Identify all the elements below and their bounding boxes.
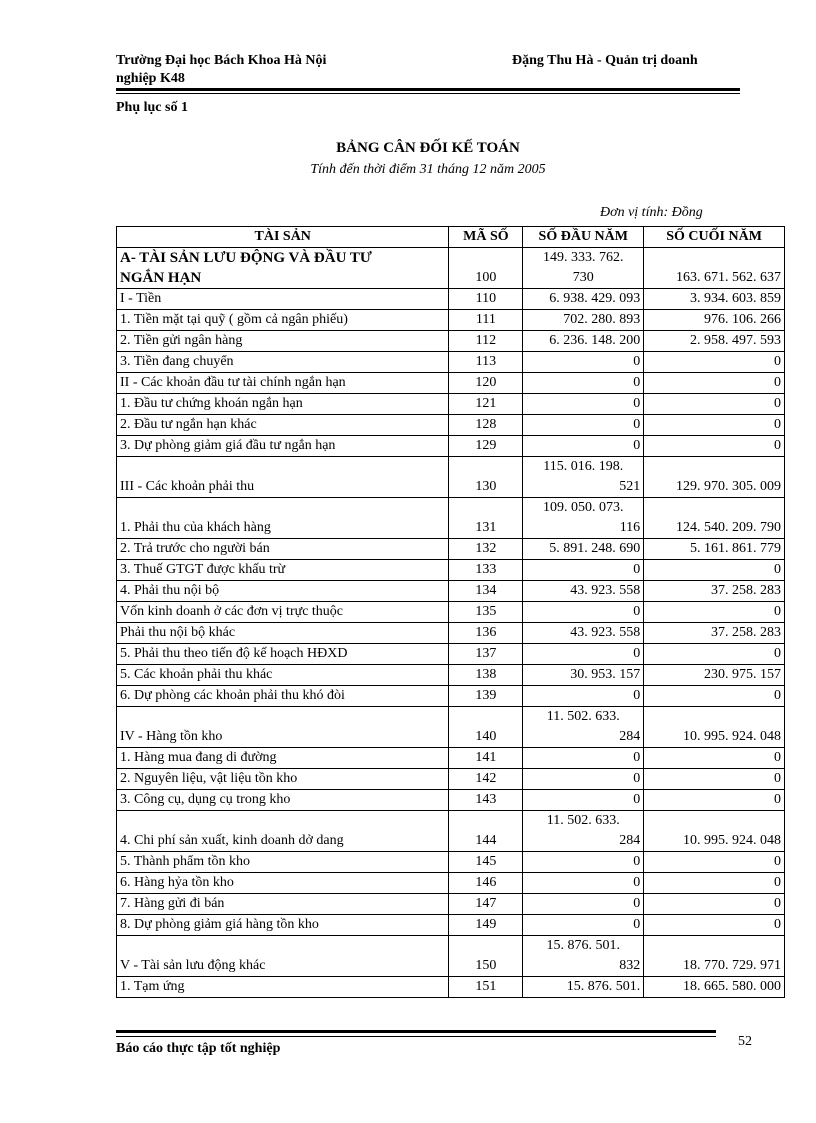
row-code: 147 bbox=[449, 894, 523, 915]
table-row bbox=[117, 665, 785, 686]
row-code: 131 bbox=[449, 498, 523, 539]
row-name: 4. Phải thu nội bộ bbox=[117, 581, 449, 602]
header-school-line2: nghiệp K48 bbox=[116, 71, 185, 86]
row-end: 0 bbox=[644, 394, 785, 415]
table-row bbox=[117, 873, 785, 894]
row-start: 30. 953. 157 bbox=[523, 665, 644, 686]
row-end: 37. 258. 283 bbox=[644, 581, 785, 602]
row-start: 115. 016. 198. 521 bbox=[523, 457, 644, 498]
row-start: 0 bbox=[523, 873, 644, 894]
row-name: 5. Thành phẩm tồn kho bbox=[117, 852, 449, 873]
table-row bbox=[117, 811, 785, 852]
row-end: 976. 106. 266 bbox=[644, 310, 785, 331]
header-author: Đặng Thu Hà - Quản trị doanh bbox=[512, 53, 698, 68]
row-name: 3. Thuế GTGT được khấu trừ bbox=[117, 560, 449, 581]
row-code: 111 bbox=[449, 310, 523, 331]
table-row bbox=[117, 977, 785, 998]
row-name: II - Các khoản đầu tư tài chính ngắn hạn bbox=[117, 373, 449, 394]
row-end: 129. 970. 305. 009 bbox=[644, 457, 785, 498]
row-end: 0 bbox=[644, 560, 785, 581]
row-name: 1. Hàng mua đang di đường bbox=[117, 748, 449, 769]
header-rule-thin bbox=[116, 93, 740, 94]
row-name: 2. Trả trước cho người bán bbox=[117, 539, 449, 560]
row-name: 8. Dự phòng giảm giá hàng tồn kho bbox=[117, 915, 449, 936]
row-start: 0 bbox=[523, 560, 644, 581]
row-name: 1. Đầu tư chứng khoán ngắn hạn bbox=[117, 394, 449, 415]
footer-report-title: Báo cáo thực tập tốt nghiệp bbox=[116, 1041, 281, 1056]
row-code: 135 bbox=[449, 602, 523, 623]
table-row bbox=[117, 373, 785, 394]
row-name: 6. Dự phòng các khoản phải thu khó đòi bbox=[117, 686, 449, 707]
row-code: 128 bbox=[449, 415, 523, 436]
row-name: 5. Phải thu theo tiến độ kế hoạch HĐXD bbox=[117, 644, 449, 665]
row-end: 0 bbox=[644, 602, 785, 623]
row-start: 15. 876. 501. 832 bbox=[523, 936, 644, 977]
row-name: 2. Tiền gửi ngân hàng bbox=[117, 331, 449, 352]
row-end: 0 bbox=[644, 686, 785, 707]
row-code: 130 bbox=[449, 457, 523, 498]
header-rule bbox=[116, 88, 740, 91]
row-start: 0 bbox=[523, 686, 644, 707]
row-code: 133 bbox=[449, 560, 523, 581]
table-row bbox=[117, 748, 785, 769]
row-end: 0 bbox=[644, 852, 785, 873]
row-start: 109. 050. 073. 116 bbox=[523, 498, 644, 539]
table-row bbox=[117, 644, 785, 665]
table-row bbox=[117, 248, 785, 289]
row-start: 43. 923. 558 bbox=[523, 623, 644, 644]
table-row bbox=[117, 581, 785, 602]
row-name: 5. Các khoản phải thu khác bbox=[117, 665, 449, 686]
header-start-year: SỐ ĐẦU NĂM bbox=[523, 227, 644, 248]
row-end: 0 bbox=[644, 373, 785, 394]
row-end: 0 bbox=[644, 436, 785, 457]
footer-rule-thin bbox=[116, 1036, 716, 1037]
table-row bbox=[117, 352, 785, 373]
row-end: 2. 958. 497. 593 bbox=[644, 331, 785, 352]
row-start: 15. 876. 501. bbox=[523, 977, 644, 998]
row-code: 138 bbox=[449, 665, 523, 686]
row-code: 146 bbox=[449, 873, 523, 894]
table-row bbox=[117, 790, 785, 811]
table-row bbox=[117, 894, 785, 915]
row-name: III - Các khoản phải thu bbox=[117, 457, 449, 498]
row-end: 3. 934. 603. 859 bbox=[644, 289, 785, 310]
row-start: 0 bbox=[523, 915, 644, 936]
table-row bbox=[117, 915, 785, 936]
row-start: 0 bbox=[523, 769, 644, 790]
row-name: Phải thu nội bộ khác bbox=[117, 623, 449, 644]
header-assets: TÀI SẢN bbox=[117, 227, 449, 248]
row-code: 141 bbox=[449, 748, 523, 769]
row-end: 37. 258. 283 bbox=[644, 623, 785, 644]
row-start: 0 bbox=[523, 415, 644, 436]
row-end: 18. 665. 580. 000 bbox=[644, 977, 785, 998]
row-name: 1. Tiền mặt tại quỹ ( gồm cả ngân phiếu) bbox=[117, 310, 449, 331]
row-name: 4. Chi phí sản xuất, kinh doanh dở dang bbox=[117, 811, 449, 852]
table-row bbox=[117, 852, 785, 873]
row-start: 702. 280. 893 bbox=[523, 310, 644, 331]
header-end-year: SỐ CUỐI NĂM bbox=[644, 227, 785, 248]
row-start: 0 bbox=[523, 436, 644, 457]
document-subtitle: Tính đến thời điểm 31 tháng 12 năm 2005 bbox=[310, 162, 546, 177]
row-end: 0 bbox=[644, 915, 785, 936]
row-code: 136 bbox=[449, 623, 523, 644]
row-code: 139 bbox=[449, 686, 523, 707]
row-end: 0 bbox=[644, 352, 785, 373]
table-row bbox=[117, 498, 785, 539]
row-start: 0 bbox=[523, 373, 644, 394]
row-name: 3. Tiền đang chuyển bbox=[117, 352, 449, 373]
row-end: 10. 995. 924. 048 bbox=[644, 707, 785, 748]
row-name: IV - Hàng tồn kho bbox=[117, 707, 449, 748]
row-end: 124. 540. 209. 790 bbox=[644, 498, 785, 539]
row-code: 113 bbox=[449, 352, 523, 373]
row-code: 145 bbox=[449, 852, 523, 873]
row-end: 163. 671. 562. 637 bbox=[644, 248, 785, 289]
row-end: 5. 161. 861. 779 bbox=[644, 539, 785, 560]
row-start: 0 bbox=[523, 352, 644, 373]
row-name: Vốn kinh doanh ở các đơn vị trực thuộc bbox=[117, 602, 449, 623]
table-row bbox=[117, 936, 785, 977]
row-code: 100 bbox=[449, 248, 523, 289]
row-code: 129 bbox=[449, 436, 523, 457]
row-start: 6. 236. 148. 200 bbox=[523, 331, 644, 352]
document-title: BẢNG CÂN ĐỐI KẾ TOÁN bbox=[336, 140, 520, 156]
row-end: 230. 975. 157 bbox=[644, 665, 785, 686]
balance-sheet-table bbox=[116, 226, 785, 998]
page-number: 52 bbox=[738, 1034, 752, 1049]
row-code: 140 bbox=[449, 707, 523, 748]
row-start: 11. 502. 633. 284 bbox=[523, 707, 644, 748]
row-name: 2. Đầu tư ngắn hạn khác bbox=[117, 415, 449, 436]
row-code: 110 bbox=[449, 289, 523, 310]
row-start: 149. 333. 762. 730 bbox=[523, 248, 644, 289]
table-row bbox=[117, 457, 785, 498]
row-code: 134 bbox=[449, 581, 523, 602]
header-school bbox=[116, 52, 326, 88]
row-end: 0 bbox=[644, 415, 785, 436]
row-name: 2. Nguyên liệu, vật liệu tồn kho bbox=[117, 769, 449, 790]
row-code: 150 bbox=[449, 936, 523, 977]
row-end: 10. 995. 924. 048 bbox=[644, 811, 785, 852]
row-end: 0 bbox=[644, 894, 785, 915]
header-school-line1: Trường Đại học Bách Khoa Hà Nội bbox=[116, 53, 327, 68]
table-row bbox=[117, 769, 785, 790]
row-name: A- TÀI SẢN LƯU ĐỘNG VÀ ĐẦU TƯ NGẮN HẠN bbox=[117, 248, 449, 289]
row-start: 0 bbox=[523, 748, 644, 769]
row-code: 120 bbox=[449, 373, 523, 394]
table-row bbox=[117, 394, 785, 415]
row-code: 132 bbox=[449, 539, 523, 560]
row-name: 3. Dự phòng giảm giá đầu tư ngắn hạn bbox=[117, 436, 449, 457]
table-row bbox=[117, 539, 785, 560]
table-row bbox=[117, 289, 785, 310]
row-end: 0 bbox=[644, 644, 785, 665]
row-name: 1. Tạm ứng bbox=[117, 977, 449, 998]
row-code: 143 bbox=[449, 790, 523, 811]
row-name: 3. Công cụ, dụng cụ trong kho bbox=[117, 790, 449, 811]
row-name: I - Tiền bbox=[117, 289, 449, 310]
row-start: 0 bbox=[523, 790, 644, 811]
row-code: 137 bbox=[449, 644, 523, 665]
row-end: 0 bbox=[644, 748, 785, 769]
row-code: 149 bbox=[449, 915, 523, 936]
table-row bbox=[117, 602, 785, 623]
row-start: 6. 938. 429. 093 bbox=[523, 289, 644, 310]
row-start: 43. 923. 558 bbox=[523, 581, 644, 602]
row-start: 0 bbox=[523, 852, 644, 873]
row-start: 0 bbox=[523, 644, 644, 665]
row-start: 0 bbox=[523, 394, 644, 415]
table-row bbox=[117, 623, 785, 644]
row-start: 11. 502. 633. 284 bbox=[523, 811, 644, 852]
row-name: 1. Phải thu của khách hàng bbox=[117, 498, 449, 539]
row-start: 5. 891. 248. 690 bbox=[523, 539, 644, 560]
appendix-label: Phụ lục số 1 bbox=[116, 100, 188, 115]
header-code: MÃ SỐ bbox=[449, 227, 523, 248]
row-name: 6. Hàng hỷa tồn kho bbox=[117, 873, 449, 894]
table-row bbox=[117, 415, 785, 436]
footer-rule bbox=[116, 1030, 716, 1033]
row-code: 121 bbox=[449, 394, 523, 415]
table-row bbox=[117, 310, 785, 331]
row-name: V - Tài sản lưu động khác bbox=[117, 936, 449, 977]
row-code: 144 bbox=[449, 811, 523, 852]
row-start: 0 bbox=[523, 894, 644, 915]
table-row bbox=[117, 707, 785, 748]
row-end: 0 bbox=[644, 873, 785, 894]
row-end: 0 bbox=[644, 769, 785, 790]
row-name: 7. Hàng gửi đi bán bbox=[117, 894, 449, 915]
row-start: 0 bbox=[523, 602, 644, 623]
row-end: 0 bbox=[644, 790, 785, 811]
row-code: 112 bbox=[449, 331, 523, 352]
table-row bbox=[117, 686, 785, 707]
table-row bbox=[117, 436, 785, 457]
row-end: 18. 770. 729. 971 bbox=[644, 936, 785, 977]
row-code: 151 bbox=[449, 977, 523, 998]
row-code: 142 bbox=[449, 769, 523, 790]
table-header-row bbox=[117, 227, 785, 248]
currency-unit: Đơn vị tính: Đồng bbox=[600, 205, 703, 220]
table-row bbox=[117, 560, 785, 581]
table-row bbox=[117, 331, 785, 352]
